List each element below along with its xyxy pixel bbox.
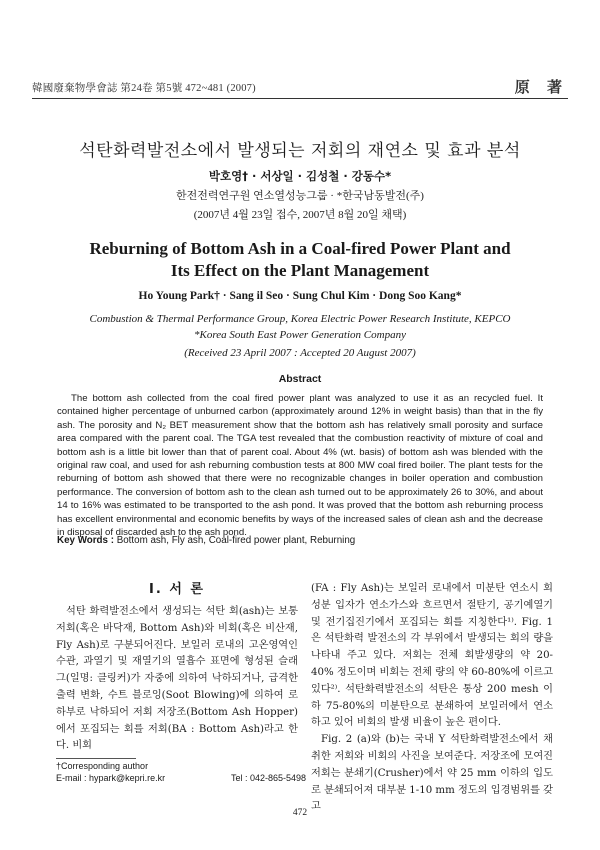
section-title: I. 서 론	[149, 582, 205, 597]
footnote-corresponding: †Corresponding author	[56, 761, 149, 771]
journal-header	[32, 78, 568, 96]
footnote	[56, 760, 306, 784]
intro-paragraph-right-2: Fig. 2 (a)와 (b)는 국내 Y 석탄화력발전소에서 채취한 저회와 비회의 사진을 보여준다. 저장조에 모여진 저회는 분쇄기(Crusher)에서 약 25 mm 이하의 입도로 분쇄되어져 대부분 1-10 mm 정도의 입경범위를 갖고	[311, 734, 554, 813]
keywords	[57, 535, 543, 546]
korean-affiliation: 한전전력연구원 연소열성능그룹 · *한국남동발전(주)	[176, 190, 424, 202]
abstract-text: The bottom ash collected from the coal fired power plant was analyzed to use it as an recycled fuel. It contained higher percentage of unburned carbon (approximately around 12% in weight basis) than that in the fly ash. The porosity and N₂ BET measurement show that the bottom ash has relatively small porosity and surface area compared with the parent coal. The TGA test revealed that the combustion reactivity of mixture of coal and bottom ash is a little bit lower than that of parent coal. About 4% (wt. basis) of bottom ash was blended with the original raw coal, and used for ash reburning combustion tests at 800 MW coal fired boiler. The plant tests for the reburning of bottom ash showed that there were no recognizable changes in boiler operation and combustion performance. The conversion of bottom ash to the clean ash turned out to be approximately 26 to 30%, and about 14 to 16% was estimated to be transported to the ash pond. It was proved that the bottom ash reburning process has excellent environmental and economic benefits by ways of the increased sales of clean ash and the decrease in disposal of discarded ash to the ash pond.	[57, 393, 543, 539]
english-affiliation-line2: *Korea South East Power Generation Company	[194, 329, 406, 341]
english-affiliation	[32, 311, 568, 343]
english-affiliation-line1: Combustion & Thermal Performance Group, Korea Electric Power Research Institute, KEPCO	[89, 313, 511, 325]
body-left-column	[56, 604, 298, 755]
page-number: 472	[292, 808, 308, 818]
header-rule	[32, 98, 568, 99]
keywords-label: Key Words :	[57, 535, 117, 546]
english-title-line1: Reburning of Bottom Ash in a Coal-fired Power Plant and	[89, 239, 511, 258]
intro-paragraph-left: 석탄 화력발전소에서 생성되는 석탄 회(ash)는 보통 저회(혹은 바닥재, Bottom Ash)와 비회(혹은 비산재, Fly Ash)로 구분되어진다. 보일러 로내의 고온영역인 수관, 과열기 및 재열기의 열흡수 표면에 형성된 슬래그(일명: 클링커)가 자중에 의하여 낙하되거나, 급격한 출력 변화, 수트 블로잉(Soot Blowing)에 의하여 로하부로 낙하되어 저회 저장조(Bottom Ash Hopper)에서 포집되는 회를 저회(BA : Bottom Ash)라고 한다. 비회	[56, 606, 298, 752]
abstract-body	[57, 392, 543, 539]
body-right-column	[311, 581, 553, 816]
english-title-line2: Its Effect on the Plant Management	[170, 261, 430, 280]
article-category: 原 著	[514, 78, 568, 96]
footnote-rule	[56, 758, 136, 759]
footnote-tel: Tel : 042-865-5498	[230, 773, 306, 783]
footnote-email: E-mail : hypark@kepri.re.kr	[56, 773, 166, 783]
english-authors: Ho Young Park† · Sang il Seo · Sung Chul Kim · Dong Soo Kang*	[138, 290, 462, 302]
english-dates: (Received 23 April 2007 : Accepted 20 August 2007)	[184, 347, 416, 359]
abstract-heading: Abstract	[278, 373, 322, 385]
english-title	[32, 238, 568, 282]
intro-paragraph-right-1: (FA : Fly Ash)는 보일러 로내에서 미분탄 연소시 회성분 입자가 연소가스와 흐르면서 절탄기, 공기예열기 및 전기집진기에서 포집되는 회를 지칭한다¹⁾. Fig. 1은 석탄화력 발전소의 각 부위에서 발생되는 회의 량을 나타내 주고 있다. 저회는 전체 회발생량의 약 20-40% 정도이며 비회는 전체 량의 약 60-80%에 이르고 있다²⁾. 석탄화력발전소의 석탄은 통상 200 mesh 이하 75-80%의 미분탄으로 분쇄하여 보일러에서 연소하고 있어 비회의 발생 비율이 높은 편이다.	[311, 583, 553, 729]
korean-dates: (2007년 4월 23일 접수, 2007년 8월 20일 채택)	[193, 209, 407, 221]
keywords-text: Bottom ash, Fly ash, Coal-fired power plant, Reburning	[116, 535, 356, 546]
footnote-contact	[56, 772, 306, 784]
korean-authors: 박호영† · 서상일 · 김성철 · 강동수*	[208, 169, 392, 183]
korean-title: 석탄화력발전소에서 발생되는 저회의 재연소 및 효과 분석	[79, 141, 521, 161]
journal-citation: 韓國廢棄物學會誌 第24卷 第5號 472~481 (2007)	[32, 83, 256, 94]
